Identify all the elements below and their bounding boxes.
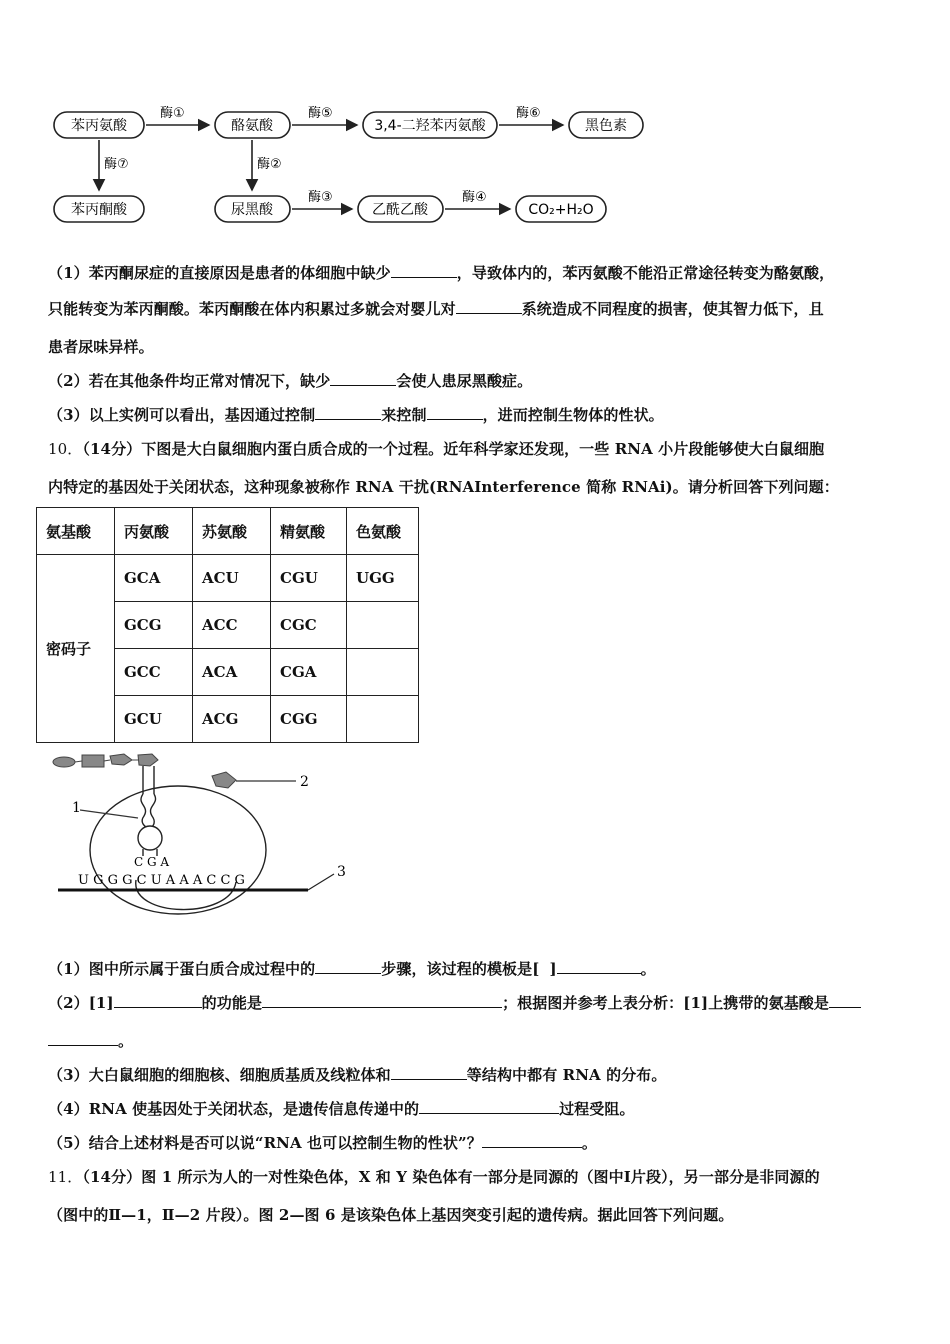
node-phenylalanine xyxy=(54,112,144,138)
table-header-row xyxy=(37,508,419,555)
table-cell: CGA xyxy=(271,649,347,696)
answer-blank[interactable] xyxy=(557,959,641,974)
mrna-sequence: U G G G C U A A A C C G xyxy=(78,873,245,888)
svg-text:尿黑酸: 尿黑酸 xyxy=(231,202,273,218)
label-3: 3 xyxy=(337,864,346,880)
table-cell: GCG xyxy=(115,602,193,649)
enzyme-label-7: 酶⑦ xyxy=(104,157,129,172)
table-header-cell: 精氨酸 xyxy=(271,508,347,555)
row-label-codon: 密码子 xyxy=(37,555,115,743)
table-header-cell: 氨基酸 xyxy=(37,508,115,555)
q11-line1: 11．（14分）图 1 所示为人的一对性染色体，X 和 Y 染色体有一部分是同源的（图中Ⅰ片段），另一部分是非同源的 xyxy=(48,1168,820,1186)
table-cell xyxy=(347,696,419,743)
amino-acid-2 xyxy=(212,772,296,788)
enzyme-label-3: 酶③ xyxy=(308,190,333,205)
node-homogentisate xyxy=(215,196,290,222)
table-header-cell: 色氨酸 xyxy=(347,508,419,555)
enzyme-label-2: 酶② xyxy=(257,157,282,172)
answer-blank[interactable] xyxy=(114,993,202,1008)
node-melanin xyxy=(569,112,643,138)
q10-sub2-line1: （2）[1] 的功能是 ；根据图并参考上表分析：[1]上携带的氨基酸是 xyxy=(48,992,908,1013)
answer-blank[interactable] xyxy=(315,959,381,974)
svg-text:苯丙酮酸: 苯丙酮酸 xyxy=(71,202,127,218)
q10-sub3: （3）大白鼠细胞的细胞核、细胞质基质及线粒体和 等结构中都有 RNA 的分布。 xyxy=(48,1066,667,1084)
q9-part2: （2）若在其他条件均正常对情况下，缺少 会使人患尿黑酸症。 xyxy=(48,372,533,390)
q9-part3: （3）以上实例可以看出，基因通过控制 来控制 ，进而控制生物体的性状。 xyxy=(48,406,664,424)
table-cell: GCC xyxy=(115,649,193,696)
table-cell: UGG xyxy=(347,555,419,602)
answer-blank[interactable] xyxy=(48,1031,118,1046)
answer-blank[interactable] xyxy=(262,993,502,1008)
svg-text:酪氨酸: 酪氨酸 xyxy=(231,118,273,134)
table-cell: ACU xyxy=(193,555,271,602)
q10-intro-line1: 10．（14分）下图是大白鼠细胞内蛋白质合成的一个过程。近年科学家还发现，一些 RNA 小片段能够使大白鼠细胞 xyxy=(48,440,825,458)
q10-intro-line2: 内特定的基因处于关闭状态，这种现象被称作 RNA 干扰(RNAInterference 简称 RNAi)。请分析回答下列问题： xyxy=(48,478,839,496)
peptide-chain xyxy=(53,754,158,767)
metabolic-pathway-diagram xyxy=(0,95,950,235)
answer-blank[interactable] xyxy=(391,263,457,278)
node-co2-h2o xyxy=(516,196,606,222)
table-header-cell: 苏氨酸 xyxy=(193,508,271,555)
enzyme-label-6: 酶⑥ xyxy=(516,106,541,121)
table-cell: CGU xyxy=(271,555,347,602)
table-cell: ACA xyxy=(193,649,271,696)
enzyme-label-1: 酶① xyxy=(160,106,185,121)
q10-sub2-line2: 。 xyxy=(48,1030,908,1051)
answer-blank[interactable] xyxy=(482,1133,582,1148)
q11-line2: （图中的Ⅱ—1，Ⅱ—2 片段）。图 2—图 6 是该染色体上基因突变引起的遗传病。据此回答下列问题。 xyxy=(48,1206,734,1224)
q10-sub1: （1）图中所示属于蛋白质合成过程中的 步骤，该过程的模板是[ ] 。 xyxy=(48,960,656,978)
label-2: 2 xyxy=(300,774,309,790)
node-dopa xyxy=(363,112,497,138)
codon-table xyxy=(36,507,419,743)
q10-sub4: （4）RNA 使基因处于关闭状态，是遗传信息传递中的 过程受阻。 xyxy=(48,1100,635,1118)
q9-part1-line2: 只能转变为苯丙酮酸。苯丙酮酸在体内积累过多就会对婴儿对 系统造成不同程度的损害，使其智力低下，且 xyxy=(48,300,824,318)
anticodon-label: C G A xyxy=(134,855,170,869)
answer-blank[interactable] xyxy=(829,993,861,1008)
answer-blank[interactable] xyxy=(427,405,483,420)
enzyme-label-4: 酶④ xyxy=(462,190,487,205)
table-cell: GCA xyxy=(115,555,193,602)
answer-blank[interactable] xyxy=(330,371,396,386)
table-cell xyxy=(347,649,419,696)
answer-blank[interactable] xyxy=(456,299,522,314)
node-phenylpyruvate xyxy=(54,196,144,222)
table-header-cell: 丙氨酸 xyxy=(115,508,193,555)
answer-blank[interactable] xyxy=(315,405,381,420)
answer-blank[interactable] xyxy=(391,1065,467,1080)
table-cell: ACG xyxy=(193,696,271,743)
ribosome-large-subunit xyxy=(90,786,266,914)
table-cell: CGC xyxy=(271,602,347,649)
node-acetoacetate xyxy=(358,196,443,222)
svg-text:黑色素: 黑色素 xyxy=(585,118,627,134)
svg-text:3,4-二羟苯丙氨酸: 3,4-二羟苯丙氨酸 xyxy=(374,118,486,134)
q9-part1-line3: 患者尿味异样。 xyxy=(48,338,154,356)
table-cell: GCU xyxy=(115,696,193,743)
q10-sub5: （5）结合上述材料是否可以说“RNA 也可以控制生物的性状”？ 。 xyxy=(48,1134,597,1152)
table-cell xyxy=(347,602,419,649)
table-cell: ACC xyxy=(193,602,271,649)
svg-text:苯丙氨酸: 苯丙氨酸 xyxy=(71,118,127,134)
svg-text:CO₂+H₂O: CO₂+H₂O xyxy=(528,202,594,218)
node-tyrosine xyxy=(215,112,290,138)
svg-text:乙酰乙酸: 乙酰乙酸 xyxy=(372,202,428,218)
enzyme-label-5: 酶⑤ xyxy=(308,106,333,121)
q9-part1-line1: （1）苯丙酮尿症的直接原因是患者的体细胞中缺少 ，导致体内的，苯丙氨酸不能沿正常途径转变为酪氨酸， xyxy=(48,264,835,282)
table-row xyxy=(37,555,419,602)
answer-blank[interactable] xyxy=(419,1099,559,1114)
label-1: 1 xyxy=(72,800,81,816)
translation-diagram xyxy=(40,750,370,920)
trna-molecule xyxy=(138,766,162,856)
table-cell: CGG xyxy=(271,696,347,743)
